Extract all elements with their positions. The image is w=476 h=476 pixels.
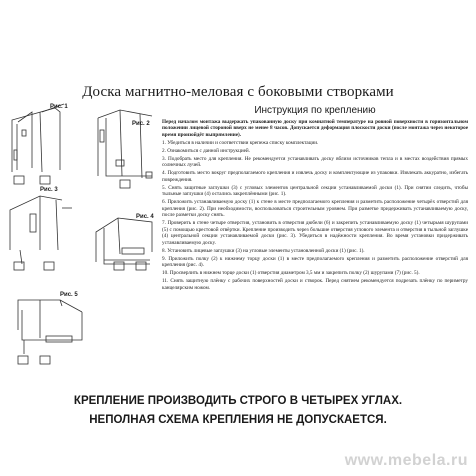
figure-1-drawing: [12, 104, 64, 184]
instruction-step: 8. Установить лицевые заглушки (3) на угловые элементы установленной доски (1) (рис. 1).: [162, 247, 365, 254]
instruction-step: 4. Подготовить место вокруг предполагаемого крепления и извлечь доску и комплектующие из упаковки. Извлекать аккуратно, избегать повреждения.: [162, 170, 468, 183]
instruction-step: 10. Просверлить в нижнем торце доски (1) отверстия диаметром 3,5 мм и закрепить полку (2) шурупами (7) (рис. 5).: [162, 270, 420, 276]
instruction-step: 9. Приложить полку (2) к нижнему торцу доски (1) в месте предполагаемого крепления и разметить расположение отверстий для крепления (рис. 4).: [162, 255, 468, 268]
warning-line-2: НЕПОЛНАЯ СХЕМА КРЕПЛЕНИЯ НЕ ДОПУСКАЕТСЯ.: [89, 414, 387, 426]
instructions: [162, 105, 468, 293]
figure-1-label: Рис. 1: [50, 104, 68, 110]
figure-2-label: Рис. 2: [132, 121, 150, 127]
figure-4-label: Рис. 4: [136, 214, 154, 220]
instruction-step: 1. Убедиться в наличии и соответствии крепежа списку комплектации.: [162, 139, 319, 146]
instructions-intro: Перед началом монтажа выдержать упакованную доску при комнатной температуре на ровной поверхности в горизонтальном положении лицевой стороной вверх не менее 8 часов. Допускается деформация плоскости доски (после монтажа через некоторое время произойдёт выпрямление).: [162, 118, 468, 138]
figure-5-label: Рис. 5: [60, 292, 78, 298]
instruction-step: 2. Ознакомиться с данной инструкцией.: [162, 147, 251, 154]
instruction-step: 3. Подобрать место для крепления. Не рекомендуется устанавливать доску вблизи источников тепла и в местах воздействия прямых солнечных лучей.: [162, 155, 468, 168]
figure-5-drawing: [18, 300, 82, 364]
instructions-heading: Инструкция по креплению: [254, 105, 376, 116]
watermark: www.mebela.ru: [344, 452, 468, 469]
instruction-step: 6. Приложить устанавливаемую доску (1) к стене в месте предполагаемого крепления и разметить расположение четырёх отверстий для крепления (рис. 2). При необходимости, воспользоваться строительным уровнем. При разметке придерживать устанавливаемую доску, после разметки доску снять.: [162, 199, 468, 218]
figure-4-drawing: [96, 218, 152, 270]
page-title: Доска магнитно-меловая с боковыми створками: [82, 84, 394, 100]
figure-3-drawing: [10, 196, 72, 270]
warning-block: [0, 392, 476, 430]
figure-3-label: Рис. 3: [40, 187, 58, 193]
warning-line-1: КРЕПЛЕНИЕ ПРОИЗВОДИТЬ СТРОГО В ЧЕТЫРЕХ УГЛАХ.: [73, 395, 403, 407]
instruction-step: 11. Снять защитную плёнку с рабочих поверхностей доски и створок. Перед снятием рекомендуется подрезать плёнку по периметру канцелярским ножом.: [162, 278, 468, 291]
instruction-step: 5. Снять защитные заглушки (3) с угловых элементов центральной секции устанавливаемой доски (1). При снятии следить, чтобы тыльные заглушки (4) остались закреплёнными (рис. 1).: [162, 184, 468, 197]
instruction-step: 7. Проверить в стене четыре отверстия, установить в отверстия дюбели (6) и закрепить устанавливаемую доску (1) четырьмя шурупами (5) с помощью крестовой отвёртки. Крепление производить через большие отверстия углового элемента и отверстия в тыльной заглушке (4) центральной секции устанавливаемой доски (рис. 3). Убедиться в надёжности крепления. Во время установки придерживать устанавливаемую доску.: [162, 220, 468, 246]
